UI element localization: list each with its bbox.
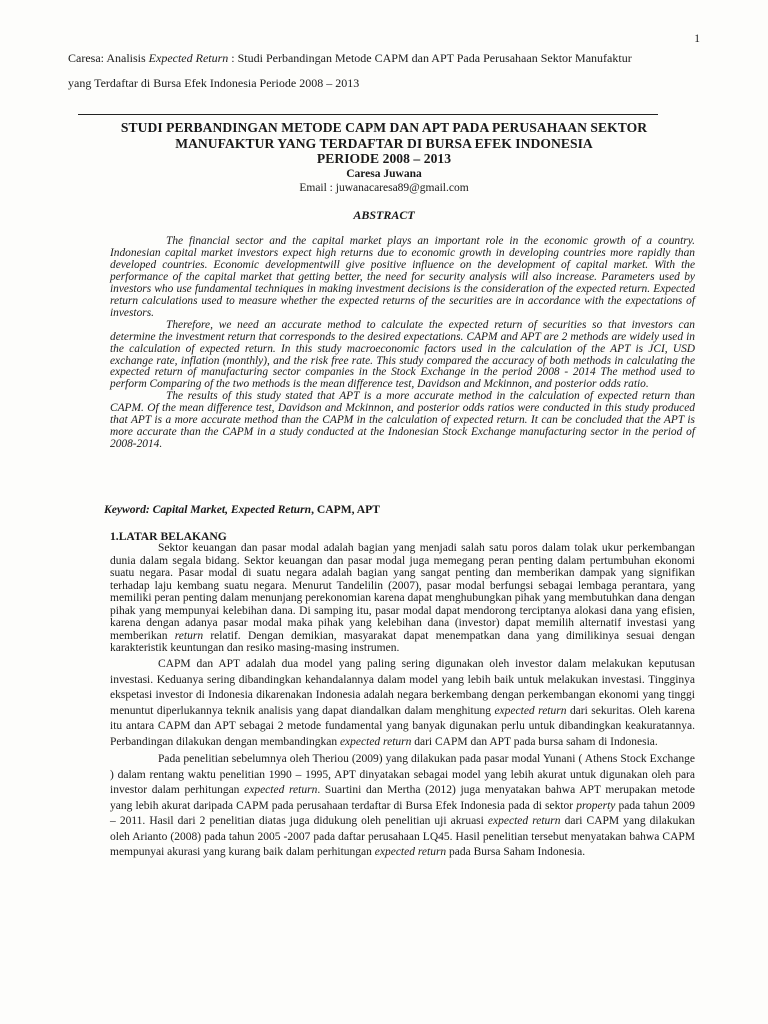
running-header-prefix: Caresa: Analisis	[68, 51, 149, 65]
running-header-italic: Expected Return	[148, 51, 229, 65]
abstract-paragraph-3: The results of this study stated that APT is a more accurate method in the calculation of expected return than CAPM. Of the mean difference test, Davidson and Mckinnon, and posterior odds ratios were conducted in this study produced that APT is a more accurate method than the CAPM in the calculation of expected return. It can be concluded that the APT is more accurate than the CAPM in a study conducted at the Indonesian Stock Exchange manufacturing sector in the period of 2008-2014.	[110, 390, 695, 451]
body-text-run: . Suartini dan Mertha (2012) juga menyatakan bahwa APT merupakan metode yang lebih akurat daripada CAPM pada perusahaan terdaftar di Bursa Efek Indonesia pada di sektor	[110, 784, 696, 812]
body-text-run: dari sekuritas. Oleh karena itu antara CAPM dan APT sebagai 2 metode fundamental yang banyak digunakan perlu untuk dibandingkan keakuratannya. Perbandingan dilakukan dengan membandingkan	[110, 704, 695, 748]
body-italic-run: expected return	[244, 784, 318, 797]
body-text-run: pada tahun 2009 – 2011. Hasil dari 2 penelitian diatas juga didukung oleh penelitian uji akruasi	[110, 799, 695, 828]
running-header-line1	[68, 50, 698, 66]
body-text-run: dari CAPM dan APT pada bursa saham di Indonesia.	[411, 735, 658, 748]
abstract-paragraph-2: Therefore, we need an accurate method to calculate the expected return of securities so that investors can determine the investment return that corresponds to the desired expectations. CAPM and APT are 2 methods are widely used in the calculation of expected return. In this study macroeconomic factors used in the calculation of the APT is JCI, USD exchange rate, inflation (monthly), and the risk free rate. This study compared the accuracy of both methods in calculating the expected return of manufacturing sector companies in the Stock Exchange in the period 2008 - 2014 The method used to perform Comparing of the two methods is the mean difference test, Davidson and Mckinnon, and posterior odds ratio.	[110, 318, 695, 391]
body-paragraph-2	[110, 657, 695, 751]
body-paragraph-1	[110, 542, 695, 655]
body-text-run: relatif. Dengan demikian, masyarakat dapat menempatkan dana yang dimilikinya sesuai dengan karakteristik keuntungan dan resiko masing-masing instrumen.	[110, 629, 695, 655]
body-italic-run: property	[576, 799, 616, 812]
body-italic-run: expected return	[494, 704, 567, 717]
keywords-rest: , CAPM, APT	[311, 503, 380, 516]
abstract-paragraph-1: The financial sector and the capital market plays an important role in the economic growth of a country. Indonesian capital market investors expect high returns due to economic growth in developing countries more rapidly than developed countries. Economic developmentwill give positive influence on the development of capital market. With the performance of the capital market that getting better, the need for security analysis will also increase. Parameters used by investors who use fundamental techniques in making investment decisions is the consideration of the expected return. Expected return calculations used to measure whether the expected returns of the securities are in accordance with the expectations of investors.	[110, 235, 695, 319]
body-text-run: Sektor keuangan dan pasar modal adalah bagian yang menjadi salah satu poros dalam tolak ukur perkembangan dunia dalam segala bidang. Sektor keuangan dan pasar modal juga memegang peran penting dalam pertumbuhan ekonomi suatu negara. Pasar modal di suatu negara adalah bagian yang sangat penting dan memberikan dampak yang signifikan terhadap laju kembang suatu negara. Menurut Tandelilin (2007), pasar modal berfungsi sebagai lembaga perantara, yang memiliki peran penting dalam menunjang perekonomian karena dapat menghubungkan pihak yang membutuhkan dana dengan pihak yang mempunyai kelebihan dana. Di samping itu, pasar modal dapat mendorong terciptanya alokasi dana yang efisien, karena dengan adanya pasar modal maka pihak yang kelebihan dana (investor) dapat memilih alternatif investasi yang memberikan	[110, 542, 695, 642]
keywords-line	[104, 503, 380, 516]
body-italic-run: expected return	[374, 845, 447, 858]
section-body	[110, 542, 695, 860]
running-header-suffix: : Studi Perbandingan Metode CAPM dan APT Pada Perusahaan Sektor Manufaktur	[228, 51, 632, 65]
section-heading: 1.LATAR BELAKANG	[110, 530, 227, 543]
page-number: 1	[694, 33, 700, 45]
body-text-run: CAPM dan APT adalah dua model yang paling sering digunakan oleh investor dalam melakukan keputusan investasi. Keduanya sering dibandingkan kehandalannya dalam model yang lebih baik untuk melakukan investasi. Tingginya ekspetasi investor di Indonesia dikarenakan Indonesia adalah negara berkembang dengan perkembangan ekonomi yang tinggi menuntut diperlukannya teknik analisis yang dapat diandalkan dalam menghitung	[110, 657, 695, 717]
keywords-italic: Keyword: Capital Market, Expected Return	[104, 503, 312, 516]
paper-title-line3: PERIODE 2008 – 2013	[316, 151, 452, 166]
body-text-run: Pada penelitian sebelumnya oleh Theriou (2009) yang dilakukan pada pasar modal Yunani ( Athens Stock Exchange ) dalam rentang waktu penelitian 1990 – 1995, APT dinyatakan sebagai model yang lebih akurat untuk digunakan oleh para investor dalam perhitungan	[110, 753, 695, 797]
header-divider	[78, 114, 658, 115]
author-email: Email : juwanacaresa89@gmail.com	[299, 181, 469, 194]
title-block	[68, 120, 700, 195]
author-name: Caresa Juwana	[346, 167, 422, 180]
body-italic-run: expected return	[339, 735, 412, 748]
body-italic-run: expected return	[487, 815, 561, 828]
body-italic-run: return	[174, 629, 204, 642]
body-text-run: dari CAPM yang dilakukan oleh Arianto (2008) pada tahun 2005 -2007 pada daftar perusahaan LQ45. Hasil penelitian tersebut menyatakan bahwa CAPM mempunyai akurasi yang kurang baik dalam perhitungan	[110, 815, 695, 858]
abstract-body	[110, 236, 695, 451]
body-text-run: pada Bursa Saham Indonesia.	[446, 845, 586, 858]
abstract-heading: ABSTRACT	[353, 208, 415, 222]
running-header-line2: yang Terdaftar di Bursa Efek Indonesia Periode 2008 – 2013	[68, 76, 360, 90]
body-paragraph-3	[110, 752, 695, 860]
paper-title-line2: MANUFAKTUR YANG TERDAFTAR DI BURSA EFEK INDONESIA	[175, 135, 593, 151]
paper-title-line1: STUDI PERBANDINGAN METODE CAPM DAN APT PADA PERUSAHAAN SEKTOR	[120, 120, 648, 135]
